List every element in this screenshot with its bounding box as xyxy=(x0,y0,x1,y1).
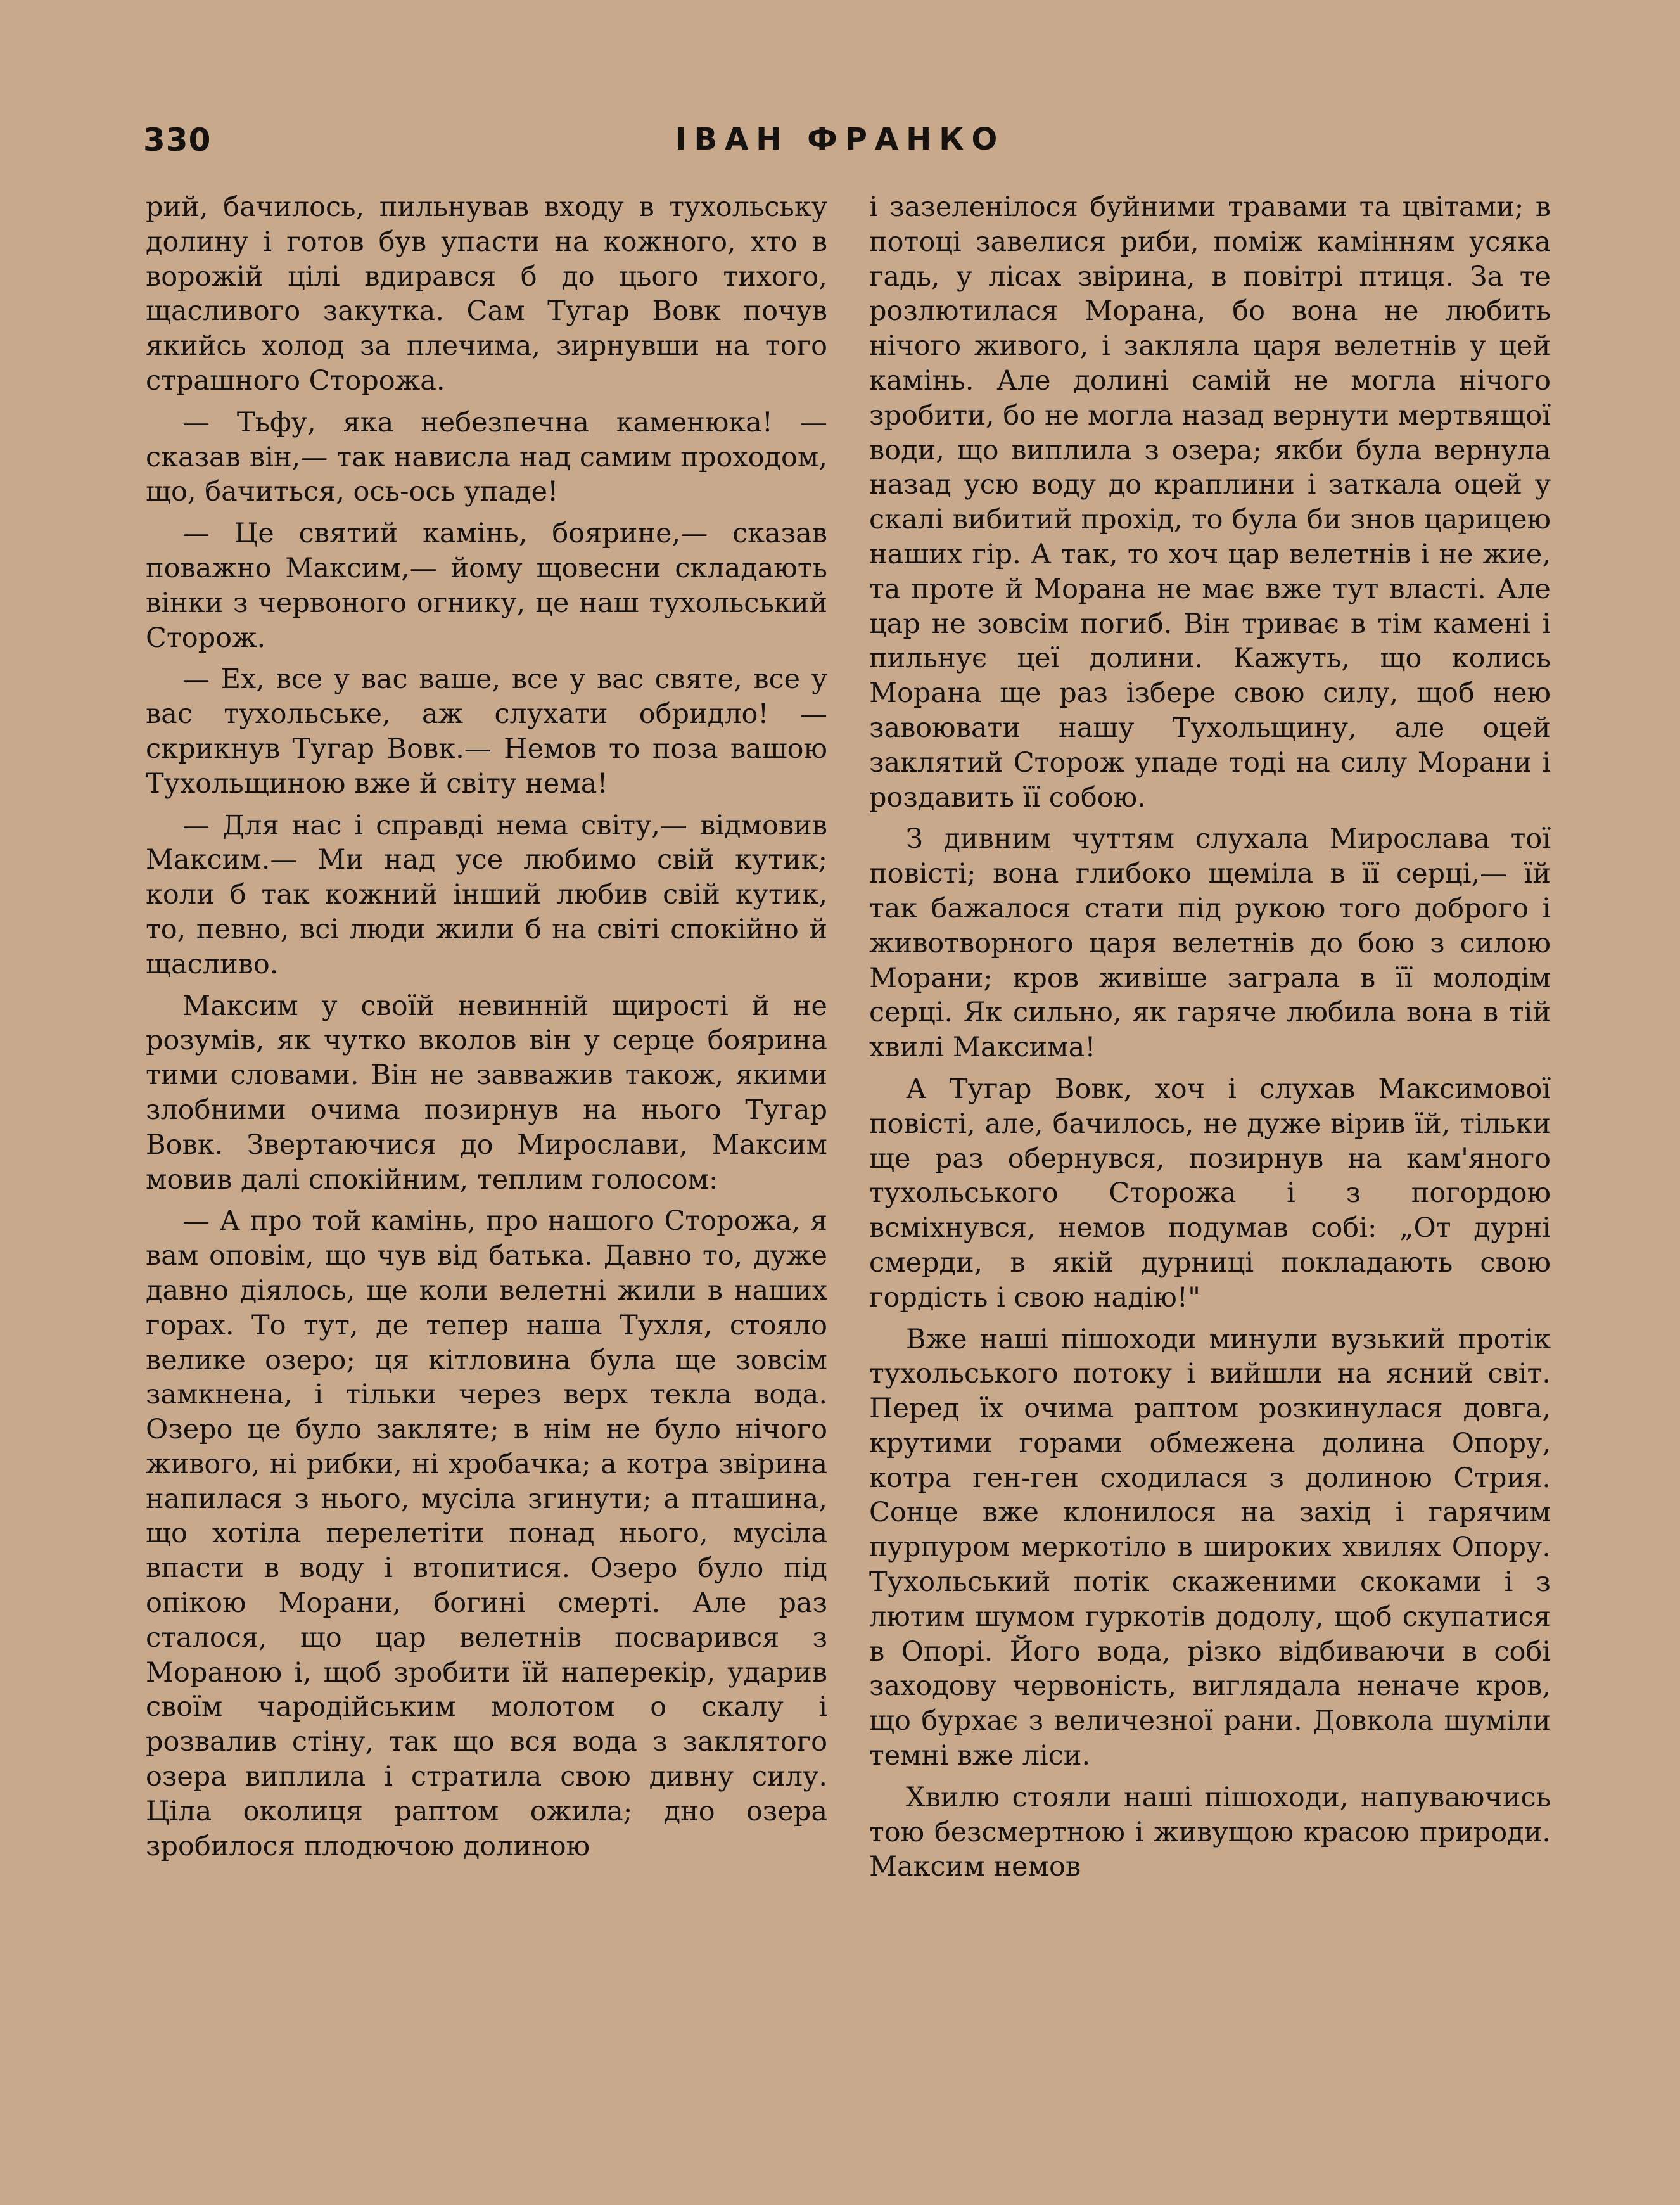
paragraph: — Для нас і справді нема світу,— відмовив Максим.— Ми над усе любимо свій кутик; коли б так кожний інший любив свій кутик, то, певно, всі люди жили б на світі спокійно й щасливо. xyxy=(146,809,827,980)
paragraph: рий, бачилось, пильнував входу в тухольську долину і готов був упасти на кожного, хто в ворожій цілі вдирався б до цього тихого, щасливого закутка. Сам Тугар Вовк почув якийсь холод за плечима, зирнувши на того страшного Сторожа. xyxy=(146,191,827,397)
paragraph: З дивним чуттям слухала Мирослава тої повісті; вона глибоко щеміла в її серці,— їй так бажалося стати під рукою того доброго і животворного царя велетнів до бою з силою Морани; кров живіше заграла в її молодім серці. Як сильно, як гаряче любила вона в тій хвилі Максима! xyxy=(869,823,1551,1064)
running-head-author: ІВАН ФРАНКО xyxy=(675,122,1005,157)
paragraph: — Тьфу, яка небезпечна каменюка! — сказав він,— так нависла над самим проходом, що, бачиться, ось-ось упаде! xyxy=(146,406,827,508)
paragraph: Хвилю стояли наші пішоходи, напуваючись тою безсмертною і живущою красою природи. Максим немов xyxy=(869,1781,1551,1883)
paragraph: Максим у своїй невинній щирості й не розумів, як чутко вколов він у серце боярина тими словами. Він не завважив також, якими злобними очима позирнув на нього Тугар Вовк. Звертаючися до Мирослави, Максим мовив далі спокійним, теплим голосом: xyxy=(146,990,827,1196)
page-number: 330 xyxy=(143,122,212,158)
paragraph: Вже наші пішоходи минули вузький протік тухольського потоку і вийшли на ясний світ. Перед їх очима раптом розкинулася довга, крутими горами обмежена долина Опору, котра ген-ген сходилася з долиною Стрия. Сонце вже клонилося на захід і гарячим пурпуром меркотіло в широких хвилях Опору. Тухольський потік скаженими скоками і з лютим шумом гуркотів додолу, щоб скупатися в Опорі. Його вода, різко відбиваючи в собі заходову червоність, виглядала неначе кров, що бурхає з величезної рани. Довкола шуміли темні вже ліси. xyxy=(869,1323,1551,1772)
left-column xyxy=(146,190,827,1870)
paragraph: — Ех, все у вас ваше, все у вас святе, все у вас тухольське, аж слухати обридло! — скрикнув Тугар Вовк.— Немов то поза вашою Тухольщиною вже й світу нема! xyxy=(146,663,827,800)
paragraph: і зазеленілося буйними травами та цвітами; в потоці завелися риби, поміж камінням усяка гадь, у лісах звірина, в повітрі птиця. За те розлютилася Морана, бо вона не любить нічого живого, і закляла царя велетнів у цей камінь. Але долині самій не могла нічого зробити, бо не могла назад вернути мертвящої води, що виплила з озера; якби була вернула назад усю воду до краплини і заткала оцей у скалі вибитий прохід, то була би знов царицею наших гір. А так, то хоч цар велетнів і не жие, та проте й Морана не має вже тут власті. Але цар не зовсім погиб. Він триває в тім камені і пильнує цеї долини. Кажуть, що колись Морана ще раз ізбере свою силу, щоб нею завоювати нашу Тухольщину, але оцей заклятий Сторож упаде тоді на силу Морани і роздавить її собою. xyxy=(869,191,1551,814)
right-column xyxy=(869,190,1551,1891)
paragraph: А Тугар Вовк, хоч і слухав Максимової повісті, але, бачилось, не дуже вірив їй, тільки ще раз обернувся, позирнув на кам'яного тухольського Сторожа і з погордою всміхнувся, немов подумав собі: „От дурні смерди, в якій дурниці покладають свою гордість і свою надію!" xyxy=(869,1073,1551,1313)
paragraph: — Це святий камінь, боярине,— сказав поважно Максим,— йому щовесни складають вінки з червоного огнику, це наш тухольський Сторож. xyxy=(146,518,827,654)
paragraph: — А про той камінь, про нашого Сторожа, я вам оповім, що чув від батька. Давно то, дуже давно діялось, ще коли велетні жили в наших горах. То тут, де тепер наша Тухля, стояло велике озеро; ця кітловина була ще зовсім замкнена, і тільки через верх текла вода. Озеро це було закляте; в нім не було нічого живого, ні рибки, ні хробачка; а котра звірина напилася з нього, мусіла згинути; а пташина, що хотіла перелетіти понад нього, мусіла впасти в воду і втопитися. Озеро було під опікою Морани, богині смерті. Але раз сталося, що цар велетнів посварився з Мораною і, щоб зробити їй наперекір, ударив своїм чародійським молотом о скалу і розвалив стіну, так що вся вода з заклятого озера виплила і стратила свою дивну силу. Ціла околиця раптом ожила; дно озера зробилося плодючою долиною xyxy=(146,1205,827,1862)
